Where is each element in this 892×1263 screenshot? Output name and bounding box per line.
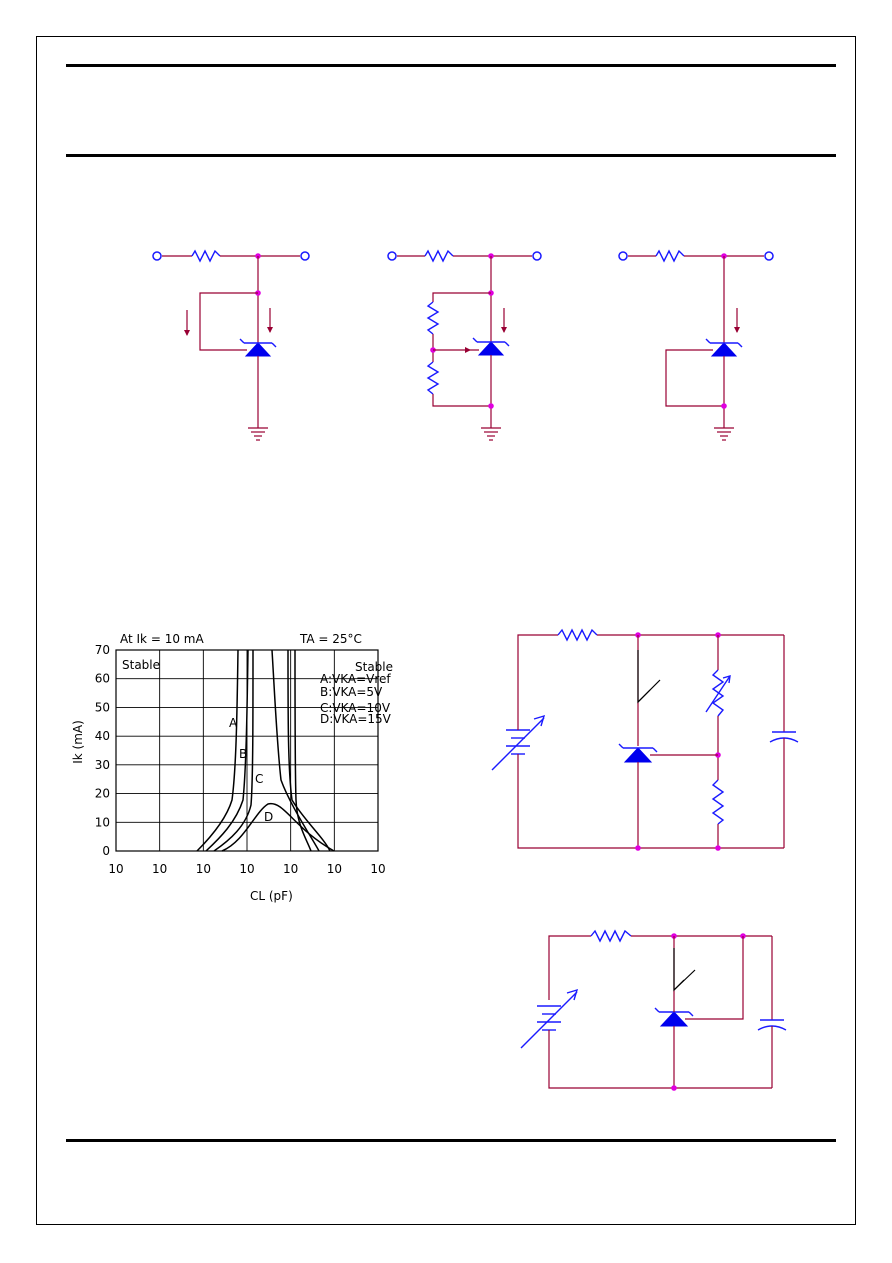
legend-entry: D:VKA=15V [320, 712, 391, 726]
shunt-regulator-icon [619, 744, 657, 762]
y-tick-label: 40 [94, 729, 110, 744]
application-circuit-2 [505, 920, 805, 1105]
y-tick-label: 10 [94, 815, 110, 830]
chart-title: At Ik = 10 mA [120, 632, 204, 646]
legend-entry: C:VKA=10V [320, 701, 391, 715]
x-tick-label: 10 [152, 862, 168, 876]
y-tick-label: 70 [94, 643, 110, 657]
legend-entry: A:VKA=Vref [320, 672, 391, 686]
resistor-icon [558, 630, 597, 640]
legend-entry: B:VKA=5V [320, 685, 383, 699]
x-tick-label: 10 [283, 862, 299, 876]
x-tick-label: 10 [108, 862, 124, 876]
y-tick-labels [95, 643, 110, 858]
application-circuit-1 [480, 620, 810, 865]
resistor-icon [713, 780, 723, 824]
curve-label-b: B [239, 747, 248, 761]
curve-a-right [295, 650, 311, 851]
x-tick-labels [108, 862, 385, 876]
x-tick-label: 10 [195, 862, 211, 876]
y-tick-label: 0 [102, 844, 110, 858]
y-tick-label: 50 [94, 700, 110, 715]
y-tick-label: 20 [94, 786, 110, 801]
arrow-icon [674, 948, 684, 990]
x-axis-label: CL (pF) [250, 889, 293, 903]
arrow-icon [638, 650, 650, 702]
region-label-stable-right: Stable [355, 660, 394, 674]
resistor-icon [591, 931, 631, 941]
y-axis-label: Ik (mA) [71, 720, 85, 764]
y-tick-label: 30 [94, 757, 110, 772]
region-label-stable-left: Stable [122, 658, 161, 672]
chart-subtitle: TA = 25°C [300, 632, 362, 646]
y-tick-label: 60 [94, 671, 110, 686]
curve-label-c: C [255, 772, 264, 786]
x-tick-label: 10 [326, 862, 342, 876]
curve-label-d: D [264, 810, 274, 824]
x-tick-label: 10 [239, 862, 255, 876]
x-tick-label: 10 [370, 862, 386, 876]
curve-label-a: A [229, 716, 238, 730]
